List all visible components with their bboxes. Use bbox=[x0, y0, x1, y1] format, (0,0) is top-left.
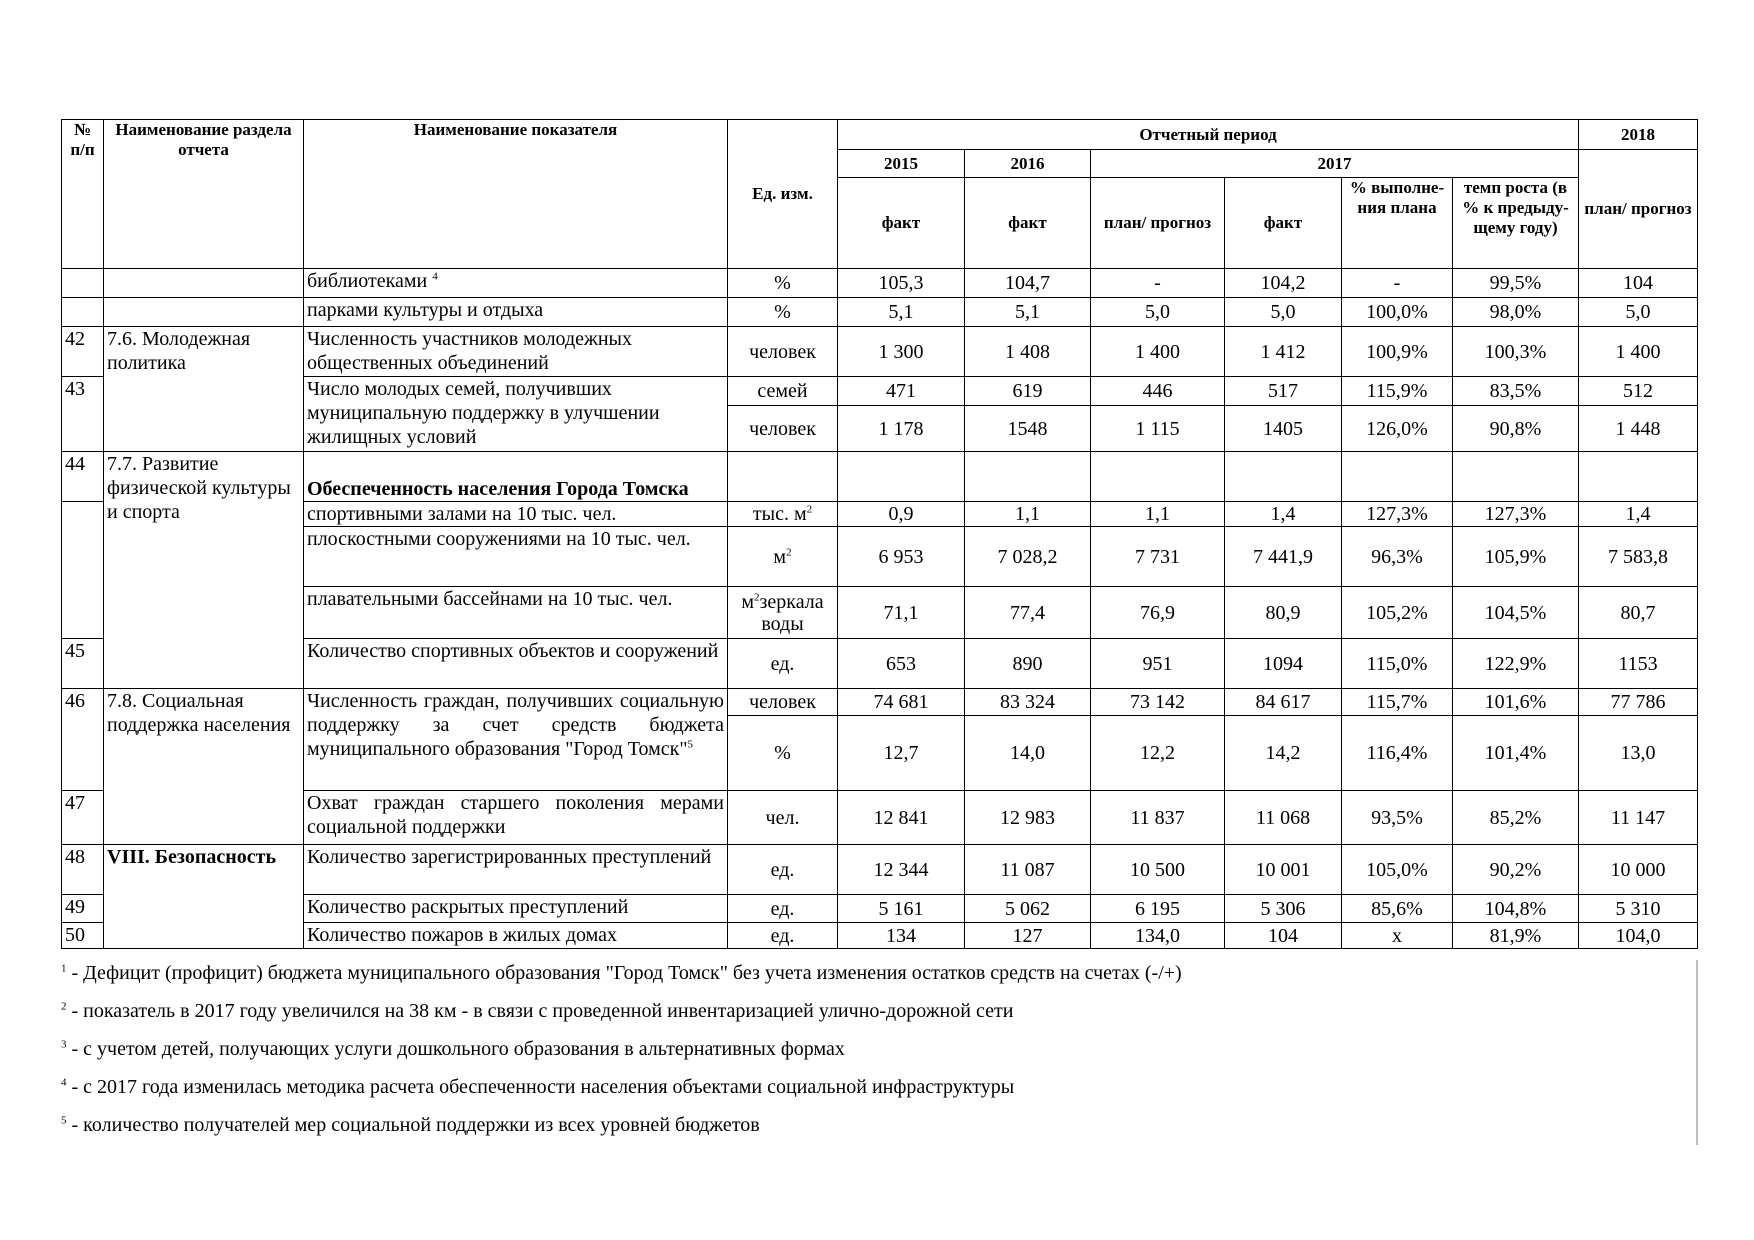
row-indicator: Охват граждан старшего поколения мерами социальной поддержки bbox=[304, 791, 728, 845]
row-no: 42 bbox=[62, 327, 104, 377]
cell-2016: 890 bbox=[965, 639, 1091, 689]
cell-fact-2017: 7 441,9 bbox=[1225, 527, 1342, 587]
table-row bbox=[62, 923, 1698, 949]
cell-plan-2017: 12,2 bbox=[1091, 716, 1225, 791]
header-pct-plan: % выполне-ния плана bbox=[1342, 178, 1453, 269]
cell-plan-2017: 7 731 bbox=[1091, 527, 1225, 587]
cell-fact-2017: 517 bbox=[1225, 377, 1342, 406]
row-unit: % bbox=[728, 269, 838, 298]
row-unit: ед. bbox=[728, 895, 838, 923]
cell-pct: 127,3% bbox=[1342, 502, 1453, 527]
header-period: Отчетный период bbox=[838, 120, 1579, 150]
cell-2016: 1548 bbox=[965, 406, 1091, 452]
header-fact-2015: факт bbox=[838, 178, 965, 269]
cell-plan-2017: 11 837 bbox=[1091, 791, 1225, 845]
row-section: 7.7. Развитие физической культуры и спорта bbox=[104, 452, 304, 689]
row-section: 7.8. Социальная поддержка населения bbox=[104, 689, 304, 845]
cell-2016: 1,1 bbox=[965, 502, 1091, 527]
cell-growth: 81,9% bbox=[1453, 923, 1579, 949]
cell-plan-2017: 5,0 bbox=[1091, 298, 1225, 327]
footnote: $^5$ - количество получателей мер социальной поддержки из всех уровней бюджетов bbox=[61, 1114, 760, 1136]
cell-plan-2017: 1,1 bbox=[1091, 502, 1225, 527]
cell-2015: 1 178 bbox=[838, 406, 965, 452]
row-no: 49 bbox=[62, 895, 104, 923]
row-unit: % bbox=[728, 716, 838, 791]
header-plan-2018: план/ прогноз bbox=[1579, 150, 1698, 269]
cell-2015: 1 300 bbox=[838, 327, 965, 377]
cell-plan-2018: 11 147 bbox=[1579, 791, 1698, 845]
table-row bbox=[62, 791, 1698, 845]
cell-growth: 127,3% bbox=[1453, 502, 1579, 527]
cell-pct bbox=[1342, 452, 1453, 502]
cell-plan-2017: 446 bbox=[1091, 377, 1225, 406]
cell-pct: 126,0% bbox=[1342, 406, 1453, 452]
header-indicator: Наименование показателя bbox=[304, 120, 728, 269]
row-indicator: Численность участников молодежных общественных объединений bbox=[304, 327, 728, 377]
row-unit: ед. bbox=[728, 845, 838, 895]
cell-plan-2017: 1 115 bbox=[1091, 406, 1225, 452]
cell-plan-2018: 1 400 bbox=[1579, 327, 1698, 377]
cell-2016: 1 408 bbox=[965, 327, 1091, 377]
cell-fact-2017: 80,9 bbox=[1225, 587, 1342, 639]
row-indicator: плавательными бассейнами на 10 тыс. чел. bbox=[304, 587, 728, 639]
cell-fact-2017: 14,2 bbox=[1225, 716, 1342, 791]
header-fact-2016: факт bbox=[965, 178, 1091, 269]
row-indicator: Численность граждан, получивших социальную поддержку за счет средств бюджета муниципального образования "Город Томск"$^5$ bbox=[304, 689, 728, 791]
row-no: 43 bbox=[62, 377, 104, 452]
cell-pct: 100,0% bbox=[1342, 298, 1453, 327]
cell-2015: 0,9 bbox=[838, 502, 965, 527]
cell-fact-2017: 10 001 bbox=[1225, 845, 1342, 895]
cell-fact-2017 bbox=[1225, 452, 1342, 502]
cell-pct: х bbox=[1342, 923, 1453, 949]
row-no bbox=[62, 502, 104, 639]
row-no: 44 bbox=[62, 452, 104, 502]
table-row bbox=[62, 587, 1698, 639]
cell-pct: 96,3% bbox=[1342, 527, 1453, 587]
cell-plan-2017: 73 142 bbox=[1091, 689, 1225, 716]
cell-fact-2017: 5 306 bbox=[1225, 895, 1342, 923]
cell-plan-2018: 80,7 bbox=[1579, 587, 1698, 639]
header-year-2018: 2018 bbox=[1579, 120, 1698, 150]
header-year-2015: 2015 bbox=[838, 150, 965, 178]
cell-pct: 93,5% bbox=[1342, 791, 1453, 845]
cell-fact-2017: 1094 bbox=[1225, 639, 1342, 689]
cell-growth: 83,5% bbox=[1453, 377, 1579, 406]
row-indicator: Количество спортивных объектов и сооружений bbox=[304, 639, 728, 689]
row-unit: человек bbox=[728, 406, 838, 452]
row-unit: чел. bbox=[728, 791, 838, 845]
cell-2015: 105,3 bbox=[838, 269, 965, 298]
cell-growth: 101,4% bbox=[1453, 716, 1579, 791]
row-no bbox=[62, 298, 104, 327]
cell-growth: 105,9% bbox=[1453, 527, 1579, 587]
row-no: 47 bbox=[62, 791, 104, 845]
cell-plan-2018: 5,0 bbox=[1579, 298, 1698, 327]
cell-plan-2018: 7 583,8 bbox=[1579, 527, 1698, 587]
cell-2016: 7 028,2 bbox=[965, 527, 1091, 587]
cell-fact-2017: 11 068 bbox=[1225, 791, 1342, 845]
report-table bbox=[61, 119, 1698, 949]
header-plan-2017: план/ прогноз bbox=[1091, 178, 1225, 269]
cell-2015 bbox=[838, 452, 965, 502]
cell-2016: 77,4 bbox=[965, 587, 1091, 639]
cell-fact-2017: 5,0 bbox=[1225, 298, 1342, 327]
row-unit: ед. bbox=[728, 639, 838, 689]
cell-2016: 12 983 bbox=[965, 791, 1091, 845]
cell-plan-2017: - bbox=[1091, 269, 1225, 298]
row-indicator: библиотеками $^4$ bbox=[304, 269, 728, 298]
cell-fact-2017: 1,4 bbox=[1225, 502, 1342, 527]
cell-pct: 85,6% bbox=[1342, 895, 1453, 923]
table-row bbox=[62, 452, 1698, 502]
cell-2015: 134 bbox=[838, 923, 965, 949]
row-indicator: парками культуры и отдыха bbox=[304, 298, 728, 327]
cell-plan-2018: 104,0 bbox=[1579, 923, 1698, 949]
row-section bbox=[104, 269, 304, 298]
cell-pct: 116,4% bbox=[1342, 716, 1453, 791]
cell-plan-2018: 512 bbox=[1579, 377, 1698, 406]
cell-2016: 619 bbox=[965, 377, 1091, 406]
row-indicator: Количество пожаров в жилых домах bbox=[304, 923, 728, 949]
row-no: 48 bbox=[62, 845, 104, 895]
row-unit: % bbox=[728, 298, 838, 327]
cell-2016: 5,1 bbox=[965, 298, 1091, 327]
cell-pct: 105,0% bbox=[1342, 845, 1453, 895]
table-row bbox=[62, 527, 1698, 587]
cell-plan-2017 bbox=[1091, 452, 1225, 502]
row-no: 45 bbox=[62, 639, 104, 689]
cell-pct: 115,0% bbox=[1342, 639, 1453, 689]
row-unit: человек bbox=[728, 689, 838, 716]
cell-pct: 105,2% bbox=[1342, 587, 1453, 639]
cell-2015: 71,1 bbox=[838, 587, 965, 639]
cell-growth: 98,0% bbox=[1453, 298, 1579, 327]
cell-2015: 12,7 bbox=[838, 716, 965, 791]
cell-pct: 115,9% bbox=[1342, 377, 1453, 406]
header-growth: темп роста (в % к предыду-щему году) bbox=[1453, 178, 1579, 269]
cell-2015: 5 161 bbox=[838, 895, 965, 923]
cell-plan-2018 bbox=[1579, 452, 1698, 502]
cell-fact-2017: 1405 bbox=[1225, 406, 1342, 452]
row-indicator: Количество зарегистрированных преступлений bbox=[304, 845, 728, 895]
footnote: $^1$ - Дефицит (профицит) бюджета муниципального образования "Город Томск" без учета изменения остатков средств на счетах (-/+) bbox=[61, 962, 1182, 984]
cell-fact-2017: 1 412 bbox=[1225, 327, 1342, 377]
cell-plan-2018: 1153 bbox=[1579, 639, 1698, 689]
cell-2015: 12 841 bbox=[838, 791, 965, 845]
footnote: $^3$ - с учетом детей, получающих услуги дошкольного образования в альтернативных формах bbox=[61, 1038, 845, 1060]
cell-growth: 100,3% bbox=[1453, 327, 1579, 377]
cell-growth: 122,9% bbox=[1453, 639, 1579, 689]
table-row bbox=[62, 502, 1698, 527]
cell-plan-2018: 5 310 bbox=[1579, 895, 1698, 923]
row-indicator: Число молодых семей, получивших муниципальную поддержку в улучшении жилищных условий bbox=[304, 377, 728, 452]
cell-2016: 104,7 bbox=[965, 269, 1091, 298]
row-unit: $м^2зеркала$ воды bbox=[728, 587, 838, 639]
header-no: № п/п bbox=[62, 120, 104, 269]
cell-plan-2017: 6 195 bbox=[1091, 895, 1225, 923]
row-indicator: плоскостными сооружениями на 10 тыс. чел. bbox=[304, 527, 728, 587]
cell-2016: 127 bbox=[965, 923, 1091, 949]
row-indicator: Количество раскрытых преступлений bbox=[304, 895, 728, 923]
cell-growth: 104,8% bbox=[1453, 895, 1579, 923]
cell-fact-2017: 104 bbox=[1225, 923, 1342, 949]
row-unit: тыс. $м^2$ bbox=[728, 502, 838, 527]
table-row bbox=[62, 269, 1698, 298]
cell-2015: 74 681 bbox=[838, 689, 965, 716]
cell-growth: 99,5% bbox=[1453, 269, 1579, 298]
table-row bbox=[62, 895, 1698, 923]
cell-fact-2017: 104,2 bbox=[1225, 269, 1342, 298]
cell-2016: 11 087 bbox=[965, 845, 1091, 895]
cell-plan-2017: 134,0 bbox=[1091, 923, 1225, 949]
cell-2015: 5,1 bbox=[838, 298, 965, 327]
cell-plan-2018: 104 bbox=[1579, 269, 1698, 298]
cell-plan-2017: 76,9 bbox=[1091, 587, 1225, 639]
cell-2016: 83 324 bbox=[965, 689, 1091, 716]
cell-plan-2018: 1,4 bbox=[1579, 502, 1698, 527]
header-unit: Ед. изм. bbox=[728, 120, 838, 269]
row-no bbox=[62, 269, 104, 298]
cell-plan-2018: 13,0 bbox=[1579, 716, 1698, 791]
row-section bbox=[104, 298, 304, 327]
cell-2016: 5 062 bbox=[965, 895, 1091, 923]
row-no: 46 bbox=[62, 689, 104, 791]
cell-growth bbox=[1453, 452, 1579, 502]
header-year-2017: 2017 bbox=[1091, 150, 1579, 178]
row-section: VIII. Безопасность bbox=[104, 845, 304, 949]
cell-growth: 101,6% bbox=[1453, 689, 1579, 716]
cell-pct: 100,9% bbox=[1342, 327, 1453, 377]
header-year-2016: 2016 bbox=[965, 150, 1091, 178]
cell-plan-2018: 77 786 bbox=[1579, 689, 1698, 716]
header-fact-2017: факт bbox=[1225, 178, 1342, 269]
table-row bbox=[62, 298, 1698, 327]
row-indicator: спортивными залами на 10 тыс. чел. bbox=[304, 502, 728, 527]
cell-growth: 90,8% bbox=[1453, 406, 1579, 452]
cell-2015: 653 bbox=[838, 639, 965, 689]
cell-growth: 90,2% bbox=[1453, 845, 1579, 895]
cell-plan-2018: 10 000 bbox=[1579, 845, 1698, 895]
table-row bbox=[62, 327, 1698, 377]
row-unit bbox=[728, 452, 838, 502]
table-row bbox=[62, 845, 1698, 895]
table-row bbox=[62, 689, 1698, 716]
cell-plan-2017: 1 400 bbox=[1091, 327, 1225, 377]
cell-pct: 115,7% bbox=[1342, 689, 1453, 716]
row-no: 50 bbox=[62, 923, 104, 949]
row-unit: ед. bbox=[728, 923, 838, 949]
cell-2015: 471 bbox=[838, 377, 965, 406]
row-unit: $м^2$ bbox=[728, 527, 838, 587]
cell-2016 bbox=[965, 452, 1091, 502]
footnote: $^4$ - с 2017 года изменилась методика расчета обеспеченности населения объектами социальной инфраструктуры bbox=[61, 1076, 1015, 1098]
cell-growth: 85,2% bbox=[1453, 791, 1579, 845]
header-section: Наименование раздела отчета bbox=[104, 120, 304, 269]
cell-pct: - bbox=[1342, 269, 1453, 298]
cell-growth: 104,5% bbox=[1453, 587, 1579, 639]
cell-2015: 12 344 bbox=[838, 845, 965, 895]
cell-plan-2017: 10 500 bbox=[1091, 845, 1225, 895]
footnote: $^2$ - показатель в 2017 году увеличился на 38 км - в связи с проведенной инвентаризацией улично-дорожной сети bbox=[61, 1000, 1014, 1022]
row-unit: семей bbox=[728, 377, 838, 406]
row-section: 7.6. Молодежная политика bbox=[104, 327, 304, 452]
table-row bbox=[62, 377, 1698, 406]
cell-2015: 6 953 bbox=[838, 527, 965, 587]
cell-plan-2018: 1 448 bbox=[1579, 406, 1698, 452]
row-indicator: Обеспеченность населения Города Томска bbox=[304, 452, 728, 502]
table-row bbox=[62, 639, 1698, 689]
cell-2016: 14,0 bbox=[965, 716, 1091, 791]
page-edge-line bbox=[1696, 960, 1698, 1145]
cell-fact-2017: 84 617 bbox=[1225, 689, 1342, 716]
row-unit: человек bbox=[728, 327, 838, 377]
cell-plan-2017: 951 bbox=[1091, 639, 1225, 689]
footnotes bbox=[61, 960, 1697, 1150]
